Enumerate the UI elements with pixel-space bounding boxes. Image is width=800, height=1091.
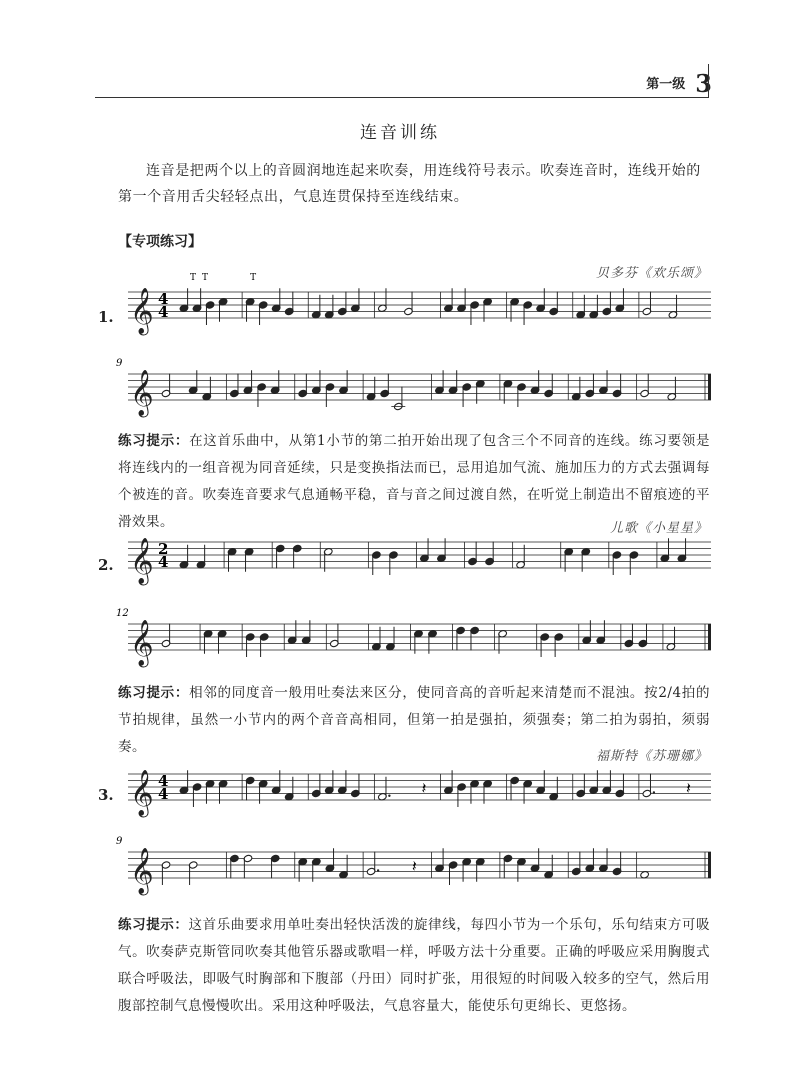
tip-label: 练习提示： xyxy=(118,685,190,701)
time-signature-top: 4 xyxy=(158,772,169,790)
time-signature-top: 2 xyxy=(158,540,169,558)
treble-clef: 𝄞 xyxy=(130,848,154,894)
music-staff xyxy=(116,352,713,426)
rest: 𝄽 xyxy=(411,856,417,876)
tip-text: 这首乐曲要求用单吐奏出轻快活泼的旋律线，每四小节为一个乐句，乐句结束方可吸气。吹奏萨克斯管同吹奏其他管乐器或歌唱一样，呼吸方法十分重要。正确的呼吸应采用胸腹式联合呼吸法，即吸气时胸部和下腹部（丹田）同时扩张，用很短的时间吸入较多的空气，然后用腹部控制气息慢慢吹出。采用这种呼吸法，气息容量大，能使乐句更绵长、更悠扬。 xyxy=(118,917,711,1014)
section-heading: 【专项练习】 xyxy=(118,234,202,250)
time-signature-bottom: 4 xyxy=(158,303,169,321)
dot xyxy=(388,795,390,797)
composer-credit: 福斯特《苏珊娜》 xyxy=(595,749,708,764)
final-bar-thick xyxy=(708,624,711,650)
staff-svg xyxy=(116,602,713,672)
time-signature-bottom: 4 xyxy=(158,785,169,803)
treble-clef: 𝄞 xyxy=(130,620,154,666)
tongue-mark: T xyxy=(250,273,257,283)
music-staff xyxy=(128,752,713,826)
final-bar-thick xyxy=(708,852,711,878)
exercise-number: 3. xyxy=(98,786,114,804)
music-staff xyxy=(128,270,713,344)
composer-credit: 贝多芬《欢乐颂》 xyxy=(595,266,708,281)
time-signature-bottom: 4 xyxy=(158,553,169,571)
exercise-number: 1. xyxy=(98,308,114,326)
treble-clef: 𝄞 xyxy=(130,370,154,416)
page-header xyxy=(646,64,712,98)
dot xyxy=(377,869,379,871)
rest: 𝄽 xyxy=(685,778,691,798)
tongue-mark: T xyxy=(202,273,209,283)
time-signature-top: 4 xyxy=(158,290,169,308)
measure-number: 9 xyxy=(116,836,123,847)
treble-clef: 𝄞 xyxy=(130,770,154,816)
staff-svg xyxy=(128,270,713,340)
tip-label: 练习提示： xyxy=(118,433,190,449)
tongue-mark: T xyxy=(190,273,197,283)
final-bar-thick xyxy=(708,374,711,400)
staff-svg xyxy=(128,752,713,822)
composer-credit: 儿歌《小星星》 xyxy=(609,521,708,536)
tip-text: 相邻的同度音一般用吐奏法来区分，使同音高的音听起来清楚而不混浊。按2/4拍的节拍规律，虽然一小节内的两个音音高相同，但第一拍是强拍，须强奏；第二拍为弱拍，须弱奏。 xyxy=(118,685,711,755)
header-vertical-rule xyxy=(708,64,709,98)
music-staff xyxy=(128,520,713,594)
chapter-label: 第一级 xyxy=(646,77,686,92)
intro-paragraph: 连音是把两个以上的音圆润地连起来吹奏，用连线符号表示。吹奏连音时，连线开始的第一个音用舌尖轻轻点出，气息连贯保持至连线结束。 xyxy=(118,163,701,205)
treble-clef: 𝄞 xyxy=(130,288,154,334)
exercise-number: 2. xyxy=(98,556,114,574)
staff-svg xyxy=(116,352,713,422)
staff-svg xyxy=(116,830,713,900)
measure-number: 12 xyxy=(116,608,129,619)
header-rule xyxy=(95,97,708,98)
measure-number: 9 xyxy=(116,358,123,369)
treble-clef: 𝄞 xyxy=(130,538,154,584)
page-number: 3 xyxy=(695,69,712,98)
music-staff xyxy=(116,602,713,676)
exercise-tip xyxy=(118,912,710,1020)
dot xyxy=(653,791,655,793)
tip-label: 练习提示： xyxy=(118,917,189,933)
page-title: 连音训练 xyxy=(360,123,440,143)
rest: 𝄽 xyxy=(421,778,427,798)
music-staff xyxy=(116,830,713,904)
tip-text: 在这首乐曲中，从第1小节的第二拍开始出现了包含三个不同音的连线。练习要领是将连线内的一组音视为同音延续，只是变换指法而已，忌用追加气流、施加压力的方式去强调每个被连的音。吹奏连音要求气息通畅平稳，音与音之间过渡自然，在听觉上制造出不留痕迹的平滑效果。 xyxy=(118,433,711,530)
staff-svg xyxy=(128,520,713,590)
